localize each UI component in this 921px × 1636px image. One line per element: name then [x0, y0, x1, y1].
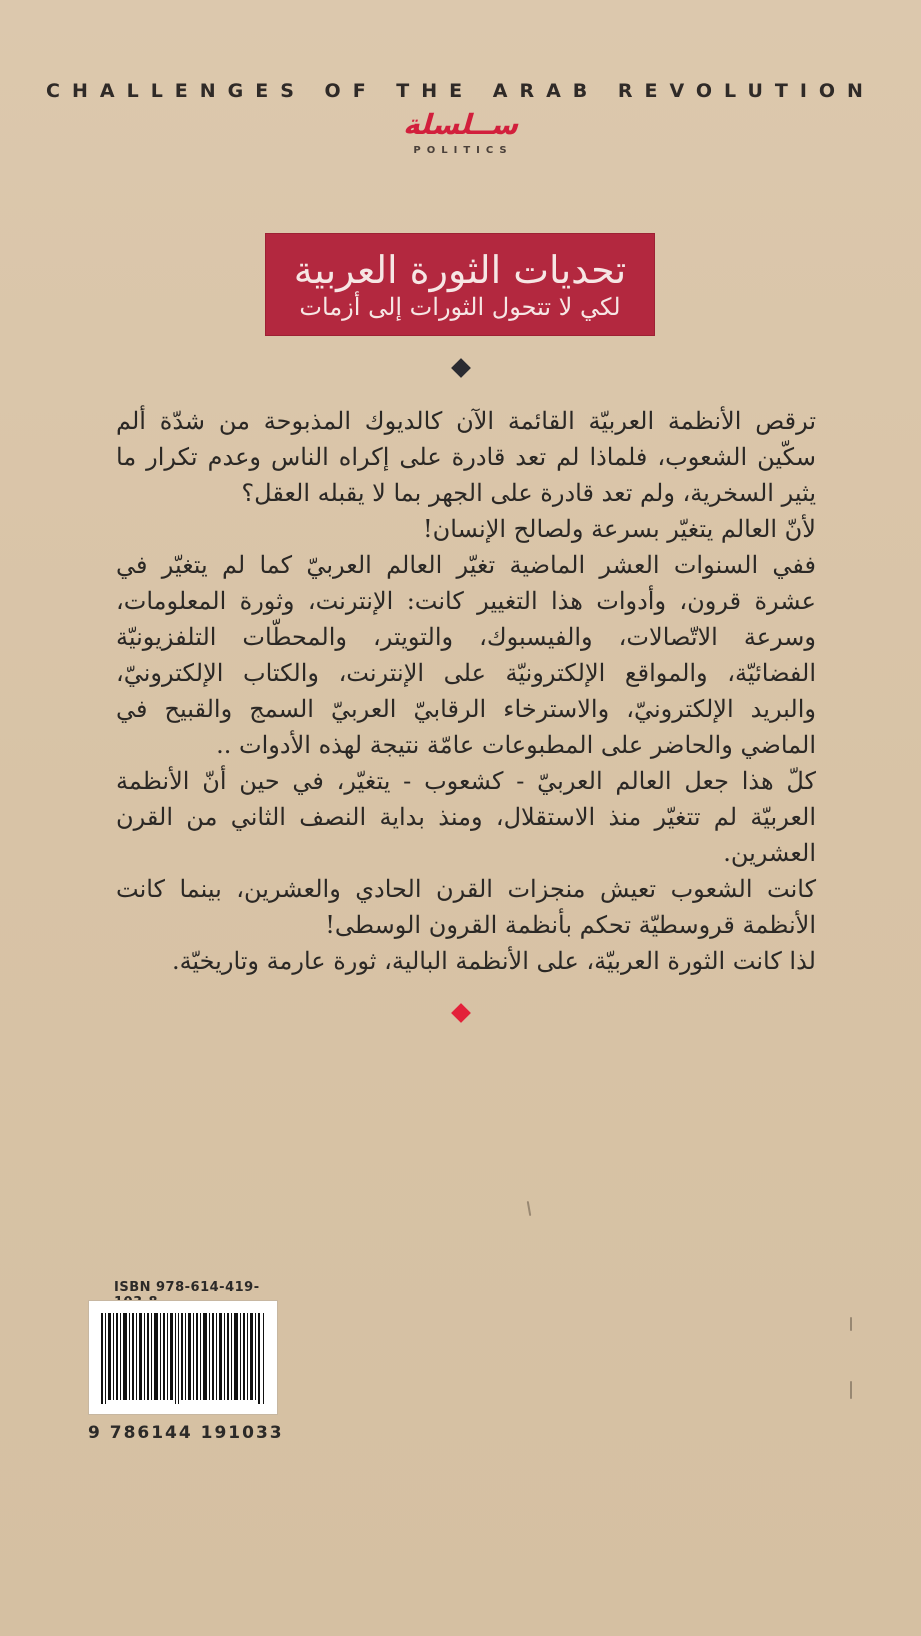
isbn-label: ISBN 978-614-419- — [114, 1280, 260, 1295]
blurb-paragraph-4: كلّ هذا جعل العالم العربيّ - كشعوب - يتغيّر، في حين أنّ الأنظمة العربيّة لم تتغيّر منذ الاستقلال، ومنذ بداية النصف الثاني من القرن العشرين. — [116, 767, 816, 867]
paper-mark — [527, 1201, 532, 1216]
book-subtitle-arabic: لكي لا تتحول الثورات إلى أزمات — [299, 293, 621, 321]
barcode-box — [88, 1300, 278, 1415]
diamond-icon — [451, 1003, 471, 1023]
diamond-icon — [451, 358, 471, 378]
barcode-digits: 9 786144 191033 — [88, 1423, 284, 1443]
series-title: CHALLENGES OF THE ARAB REVOLUTION — [46, 80, 875, 102]
publisher-logo — [394, 108, 532, 160]
blurb-paragraph-6: لذا كانت الثورة العربيّة، على الأنظمة البالية، ثورة عارمة وتاريخيّة. — [171, 947, 816, 975]
paper-mark — [850, 1317, 852, 1331]
back-cover-blurb — [116, 403, 816, 979]
blurb-paragraph-5: كانت الشعوب تعيش منجزات القرن الحادي والعشرين، بينما كانت الأنظمة قروسطيّة تحكم بأنظمة القرون الوسطى! — [116, 875, 816, 939]
blurb-paragraph-2: لأنّ العالم يتغيّر بسرعة ولصالح الإنسان! — [423, 515, 816, 543]
book-title-panel — [265, 233, 655, 336]
barcode-icon — [97, 1309, 271, 1408]
isbn-block — [88, 1280, 284, 1450]
paper-mark — [850, 1381, 852, 1399]
blurb-paragraph-3: ففي السنوات العشر الماضية تغيّر العالم العربيّ كما لم يتغيّر في عشرة قرون، وأدوات هذا التغيير كانت: الإنترنت، وثورة المعلومات، وسرعة الاتّصالات، والفيسبوك، والتويتر، والمحطّات التلفزيونيّة الفضائيّة، والمواقع الإلكترونيّة على الإنترنت، والكتاب الإلكترونيّ، والبريد الإلكترونيّ، والاسترخاء الرقابيّ العربيّ السمج والقبيح في الماضي والحاضر على المطبوعات عامّة نتيجة لهذه الأدوات .. — [116, 551, 816, 759]
publisher-subtitle: POLITICS — [413, 145, 513, 156]
book-title-arabic: تحديات الثورة العربية — [293, 248, 627, 292]
blurb-paragraph-1: ترقص الأنظمة العربيّة القائمة الآن كالديوك المذبوحة من شدّة ألم سكّين الشعوب، فلماذا لم تعد قادرة على إكراه الناس وعدم تكرار ما يثير السخرية، ولم تعد قادرة على الجهر بما لا يقبله العقل؟ — [116, 407, 816, 507]
publisher-logo-mark: ســلسلة — [400, 108, 526, 141]
